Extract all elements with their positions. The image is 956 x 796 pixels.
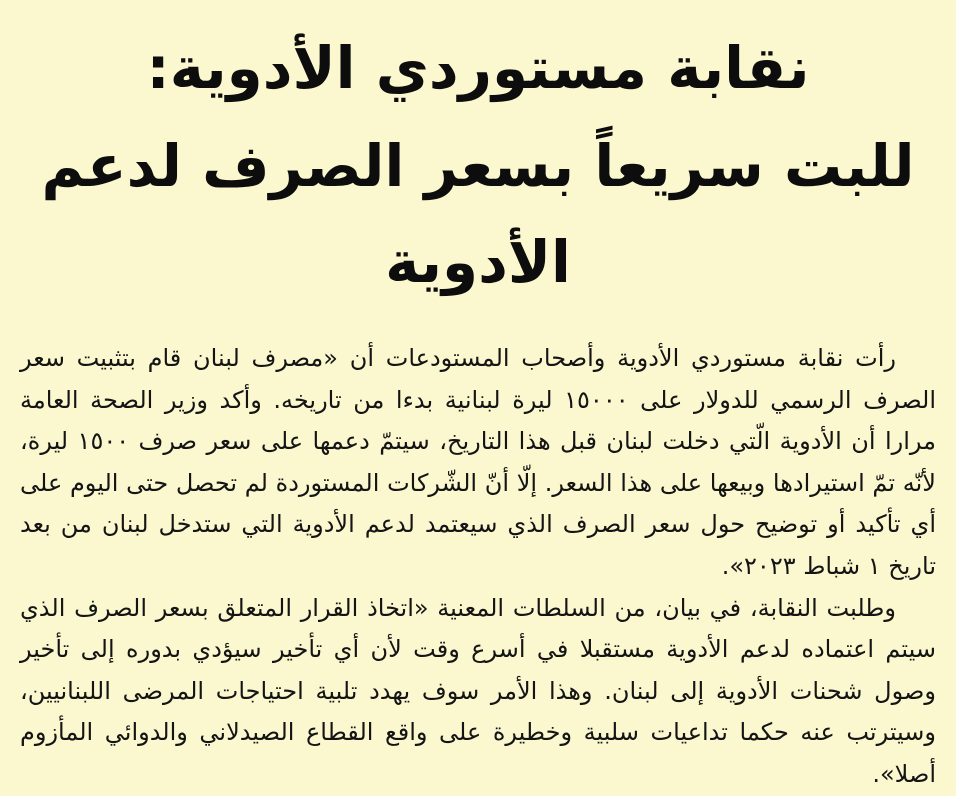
- paragraph-2: وطلبت النقابة، في بيان، من السلطات المعنية «اتخاذ القرار المتعلق بسعر الصرف الذي سيتم اعتماده لدعم الأدوية مستقبلا في أسرع وقت لأن أي تأخير سيؤدي بدوره إلى تأخير وصول شحنات الأدوية إلى لبنان. وهذا الأمر سوف يهدد تلبية احتياجات المرضى اللبنانيين، وسيترتب عنه حكما تداعيات سلبية وخطيرة على واقع القطاع الصيدلاني والدوائي المأزوم أصلا».: [20, 593, 936, 788]
- paragraph-1: رأت نقابة مستوردي الأدوية وأصحاب المستودعات أن «مصرف لبنان قام بتثبيت سعر الصرف الرسمي للدولار على ١٥٠٠٠ ليرة لبنانية بدءا من تاريخه. وأكد وزير الصحة العامة مرارا أن الأدوية الّتي دخلت لبنان قبل هذا التاريخ، سيتمّ دعمها على سعر صرف ١٥٠٠ ليرة، لأنّه تمّ استيرادها وبيعها على هذا السعر. إلّا أنّ الشّركات المستوردة لم تحصل حتى اليوم على أي تأكيد أو توضيح حول سعر الصرف الذي سيعتمد لدعم الأدوية التي ستدخل لبنان من بعد تاريخ ١ شباط ٢٠٢٣».: [20, 344, 936, 580]
- headline: [20, 22, 936, 310]
- headline-line-1: نقابة مستوردي الأدوية:: [146, 34, 810, 102]
- article-body: [20, 338, 936, 796]
- headline-line-2: للبت سريعاً بسعر الصرف لدعم الأدوية: [41, 132, 915, 296]
